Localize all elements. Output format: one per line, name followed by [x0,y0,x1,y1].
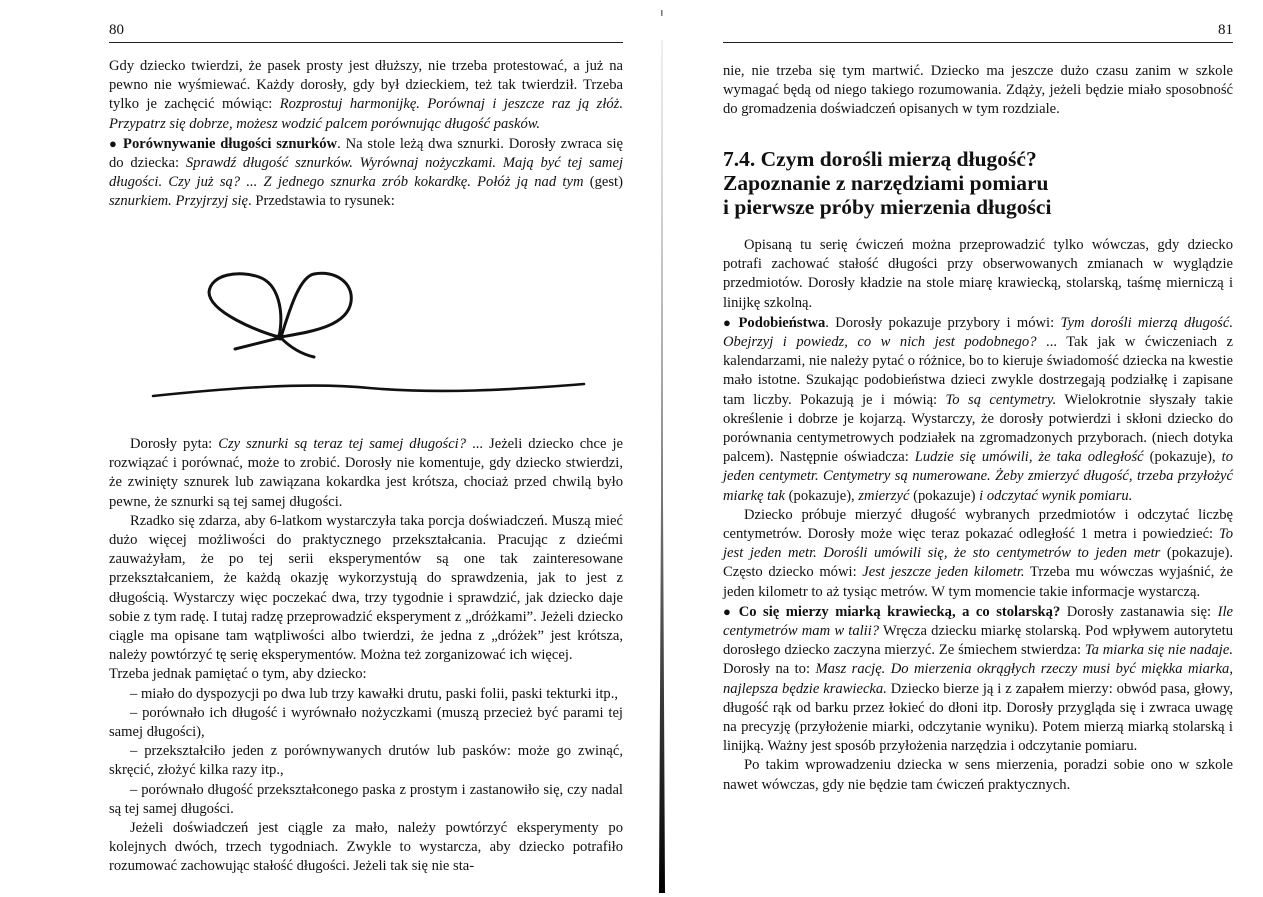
paragraph: Dziecko próbuje mierzyć długość wybranych przedmiotów i odczytać liczbę centymetrów. Dorosły może więc teraz pokazać odległość 1 metra i powiedzieć: To jest jeden metr. Dorośli umówili się, że sto centymetrów to jeden metr (pokazuje). Często dziecko mówi: Jest jeszcze jeden kilometr. Trzeba mu wówczas wyjaśnić, że jeden kilometr to aż tysiąc metrów. W tym momencie takie informacje wystarczą. [723,506,1233,600]
string-bow-figure [109,262,623,402]
paragraph: Dorosły pyta: Czy sznurki są teraz tej samej długości? ... Jeżeli dziecko chce je rozwiązać i porównać, może to zrobić. Dorosły nie komentuje, gdy dziecko stwierdzi, że zwinięty sznurek lub zawiązana kokardka jest krótsza, chociaż przed chwilą było pewne, że sznurki są tej samej długości. [109,436,623,510]
bullet-title: Podobieństwa [738,314,826,331]
page-header [723,20,1233,43]
paragraph: Gdy dziecko twierdzi, że pasek prosty jest dłuższy, nie trzeba protestować, a już na pewno nie wyśmiewać. Każdy dorosły, gdy był dzieckiem, też tak twierdził. Trzeba tylko je zachęcić mówiąc: Rozprostuj harmonijkę. Porównaj i jeszcze raz ją złóż. Przypatrz się dobrze, możesz wodzić palcem porównując długość pasków. [109,58,624,132]
bullet-icon: ● [109,135,119,151]
bullet-paragraph-similarities: ● Podobieństwa. Dorosły pokazuje przybory i mówi: Tym dorośli mierzą długość. Obejrzyj i powiedz, co w nich jest podobnego? ... Tak jak w ćwiczeniach z kalendarzami, nie należy pytać o różnice, bo to kieruje świadomość dziecka na kwestie mało istotne. Szukając podobieństwa dzieci zwykle dostrzegają podziałkę i zapisane tam liczby. Pokazują je i mówią: To są centymetry. Wielokrotnie słyszały takie określenie i dobrze je kojarzą. Wystarczy, że dorosły potwierdzi i skłoni dziecko do porównania centymetrowych podziałek na zgromadzonych przyborach. (niech dotyka palcem). Następnie oświadcza: Ludzie się umówili, że taka odległość (pokazuje), to jeden centymetr. Centymetry są numerowane. Żeby zmierzyć długość, trzeba przyłożyć miarkę tak (pokazuje), zmierzyć (pokazuje) i odczytać wynik pomiaru. [723,314,1233,504]
bullet-paragraph-strings: ● Porównywanie długości sznurków. Na stole leżą dwa sznurki. Dorosły zwraca się do dziecka: Sprawdź długość sznurków. Wyrównaj nożyczkami. Mają być tej samej długości. Czy już są? ... Z jednego sznurka zrób kokardkę. Połóż ją nad tym (gest) sznurkiem. Przyjrzyj się. Przedstawia to rysunek: [109,135,623,210]
bullet-title: Co się mierzy miarką krawiecką, a co stolarską? [738,603,1061,620]
paragraph: Po takim wprowadzeniu dziecka w sens mierzenia, poradzi sobie ono w szkole nawet wówczas, gdy nie będzie tam ćwiczeń praktycznych. [723,757,1233,793]
right-main-text [723,236,1233,795]
paragraph: nie, nie trzeba się tym martwić. Dziecko ma jeszcze dużo czasu zanim w szkole wymagać będą od niego takiego rozumowania. Zdąży, jeżeli będzie miało sposobność do gromadzenia doświadczeń opisanych w tym rozdziale. [723,63,1233,118]
paragraph: Jeżeli doświadczeń jest ciągle za mało, należy powtórzyć eksperymenty po kolejnych dwóch, trzech tygodniach. Zwykle to wystarcza, aby dziecko potrafiło rozumować zachowując stałość długości. Jeżeli tak się nie sta- [109,820,623,875]
list-item: – porównało długość przekształconego paska z prostym i zastanowiło się, czy nadal są tej samej długości. [109,781,623,817]
page-number: 81 [1218,22,1233,38]
list-item: – miało do dyspozycji po dwa lub trzy kawałki drutu, paski folii, paski tekturki itp., [130,685,618,702]
page-header [109,20,623,43]
right-page [723,0,1233,893]
book-gutter-shadow [656,0,668,893]
bullet-paragraph-tailor: ● Co się mierzy miarką krawiecką, a co stolarską? Dorosły zastanawia się: Ile centymetrów mam w talii? Wręcza dziecku miarkę stolarską. Pod wpływem autorytetu dorosłego dziecko zaczyna mierzyć. Ze śmiechem stwierdza: Ta miarka się nie nadaje. Dorosły na to: Masz rację. Do mierzenia okrągłych rzeczy musi być miękka miarka, najlepsza będzie krawiecka. Dziecko bierze ją i z zapałem mierzy: obwód pasa, głowy, długość rąk od barku przez łokieć do dłoni itp. Dorosły przygląda się i zwraca uwagę na precyzję (przyłożenie miarki, odczytanie wyniku). Potem mierzą miarką stolarską i linijką. Ważny jest sposób przyłożenia narzędzia i odczytanie pomiaru. [723,603,1233,755]
left-top-text [109,57,623,212]
bullet-icon: ● [723,314,734,330]
bullet-icon: ● [723,603,734,619]
paragraph: Trzeba jednak pamiętać o tym, aby dziecko: [109,666,367,683]
left-page [109,0,623,893]
list-item: – przekształciło jeden z porównywanych drutów lub pasków: może go zwinąć, skręcić, złożyć kilka razy itp., [109,743,623,779]
page-number: 80 [109,22,124,38]
paragraph: Opisaną tu serię ćwiczeń można przeprowadzić tylko wówczas, gdy dziecko potrafi zachować stałość długości przy obserwowanych zmianach w wyglądzie przedmiotów. Dorosły kładzie na stole miarę krawiecką, stolarską, taśmę mierniczą i linijkę szkolną. [723,237,1233,311]
section-heading: 7.4. Czym dorośli mierzą długość? Zapoznanie z narzędziami pomiaru i pierwsze próby mierzenia długości [723,147,1052,219]
list-item: – porównało ich długość i wyrównało nożyczkami (muszą przecież być parami tej samej długości), [109,704,623,741]
left-bottom-text [109,435,623,877]
right-top-text [723,62,1233,120]
bullet-title: Porównywanie długości sznurków [123,135,338,152]
paragraph: Rzadko się zdarza, aby 6-latkom wystarczyła taka porcja doświadczeń. Muszą mieć dużo więcej możliwości do praktycznego przekształcania. Pracując z dziećmi zauważyłam, że po tej serii eksperymentów są one tak zainteresowane przekształcaniem, że każdą okazję wykorzystują do sprawdzenia, jak to jest z długością. Wystarczy więc poczekać dwa, trzy tygodnie i sprawdzić, jak dziecko daje sobie z tym radę. I tutaj radzę przeprowadzić eksperyment z „dróżkami”. Jeżeli dziecko ciągle ma opisane tam wątpliwości albo twierdzi, że jedna z „dróżek” jest krótsza, należy powtórzyć tę serię eksperymentów. Można też zorganizować ich więcej. [109,512,623,664]
